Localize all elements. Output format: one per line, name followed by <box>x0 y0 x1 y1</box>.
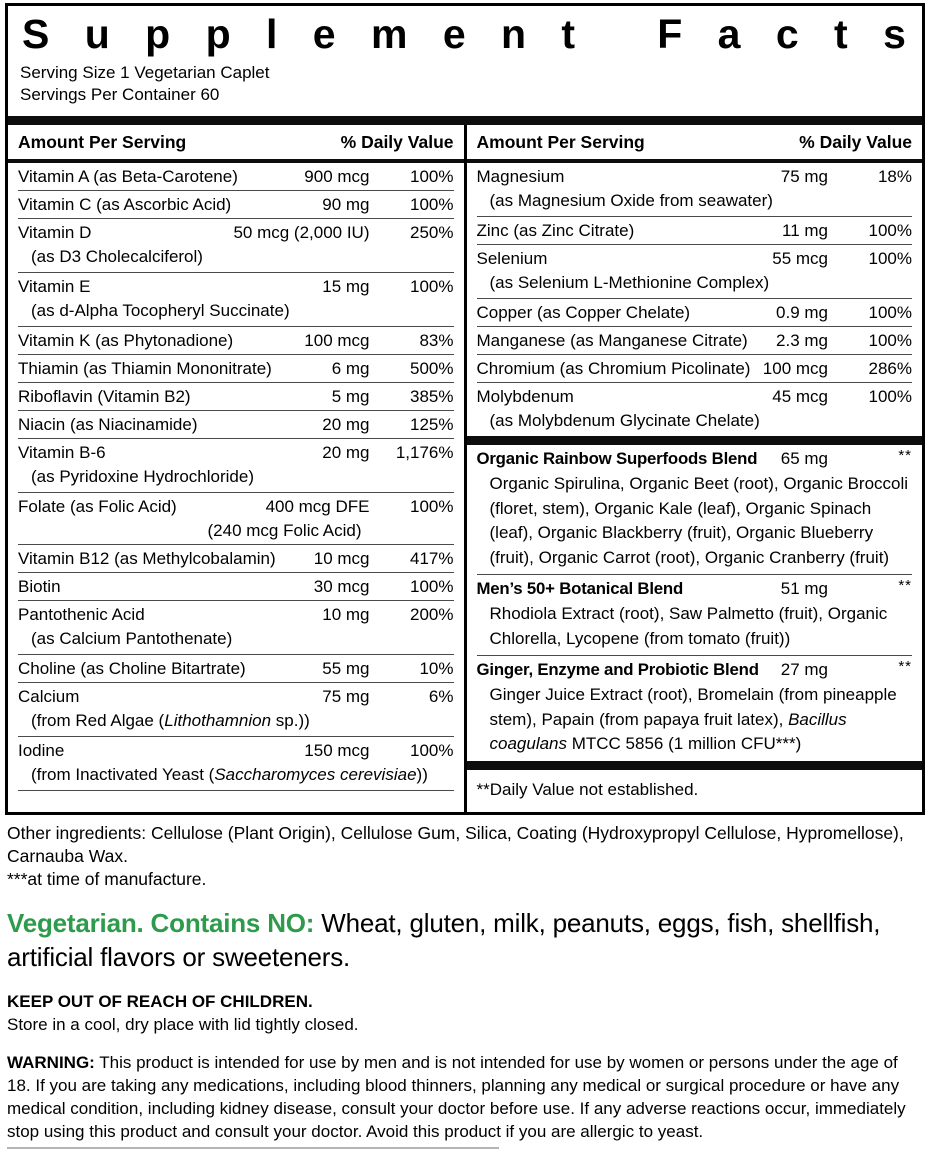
left-column-header <box>18 125 454 159</box>
nutrient-daily-value: 385% <box>410 387 454 407</box>
nutrient-name: Vitamin B-6 <box>18 443 106 463</box>
blend-name: Organic Rainbow Superfoods Blend <box>476 449 758 469</box>
nutrient-row <box>18 218 454 272</box>
nutrient-row <box>18 272 454 326</box>
warning-statement <box>7 1051 923 1143</box>
nutrient-row <box>477 216 913 244</box>
nutrient-name: Copper (as Copper Chelate) <box>476 303 691 323</box>
blend-amount: 65 mg <box>780 449 828 469</box>
nutrient-source: (from Inactivated Yeast (Saccharomyces cerevisiae)) <box>31 765 428 785</box>
amount-per-serving-header: Amount Per Serving <box>18 132 187 153</box>
blend-name: Ginger, Enzyme and Probiotic Blend <box>476 660 759 680</box>
nutrient-daily-value: 286% <box>868 359 912 379</box>
nutrient-daily-value: 100% <box>410 277 454 297</box>
nutrient-row <box>477 244 913 298</box>
nutrient-amount: 900 mcg <box>304 167 370 187</box>
nutrient-row <box>18 572 454 600</box>
nutrient-daily-value: 10% <box>419 659 454 679</box>
nutrient-name: Magnesium <box>476 167 565 187</box>
blend-row <box>477 445 913 574</box>
right-column-header <box>477 125 913 159</box>
nutrient-row <box>18 190 454 218</box>
nutrient-daily-value: 100% <box>868 331 912 351</box>
nutrient-row <box>477 354 913 382</box>
daily-value-header: % Daily Value <box>340 132 454 153</box>
nutrient-row <box>18 682 454 736</box>
nutrient-daily-value: 100% <box>868 387 912 407</box>
blend-dv-asterisks: ** <box>898 447 912 465</box>
nutrient-daily-value: 100% <box>868 249 912 269</box>
nutrient-source: (as Selenium L-Methionine Complex) <box>489 273 770 293</box>
nutrient-name: Vitamin D <box>18 223 92 243</box>
blend-name: Men’s 50+ Botanical Blend <box>476 579 684 599</box>
nutrient-daily-value: 100% <box>868 303 912 323</box>
serving-size: Serving Size 1 Vegetarian Caplet <box>20 63 270 83</box>
nutrient-daily-value: 250% <box>410 223 454 243</box>
nutrient-daily-value: 6% <box>428 687 454 707</box>
daily-value-header: % Daily Value <box>799 132 912 153</box>
nutrient-source: (from Red Algae (Lithothamnion sp.)) <box>31 711 310 731</box>
nutrient-daily-value: 100% <box>410 497 454 517</box>
nutrient-amount: 100 mcg <box>762 359 828 379</box>
nutrient-row <box>18 492 454 544</box>
nutrient-amount: 15 mg <box>322 277 370 297</box>
nutrient-amount: 90 mg <box>322 195 370 215</box>
daily-value-footnote: **Daily Value not established. <box>476 779 699 799</box>
nutrient-daily-value: 100% <box>410 577 454 597</box>
right-column <box>467 125 923 812</box>
nutrient-name: Folate (as Folic Acid) <box>18 497 177 517</box>
nutrient-columns <box>8 125 922 812</box>
nutrient-row <box>18 410 454 438</box>
nutrient-source: (as Calcium Pantothenate) <box>31 629 233 649</box>
nutrient-amount: 45 mcg <box>772 387 828 407</box>
nutrient-row <box>477 382 913 436</box>
nutrient-row <box>477 326 913 354</box>
nutrient-name: Vitamin B12 (as Methylcobalamin) <box>18 549 276 569</box>
nutrient-name: Calcium <box>18 687 80 707</box>
nutrient-amount: 55 mcg <box>772 249 828 269</box>
vegetarian-text: Wheat, gluten, milk, peanuts, eggs, fish, shellfish, artificial flavors or sweeteners. <box>7 907 881 972</box>
nutrient-row <box>18 326 454 354</box>
nutrient-amount: 150 mcg <box>304 741 370 761</box>
nutrient-daily-value: 500% <box>410 359 454 379</box>
header-divider-bar <box>8 116 922 125</box>
below-box-text <box>5 822 925 1149</box>
nutrient-daily-value: 100% <box>410 741 454 761</box>
blend-amount: 51 mg <box>780 579 828 599</box>
nutrient-name: Zinc (as Zinc Citrate) <box>476 221 635 241</box>
nutrient-name: Chromium (as Chromium Picolinate) <box>476 359 751 379</box>
nutrient-amount: 5 mg <box>331 387 370 407</box>
nutrient-daily-value: 417% <box>410 549 454 569</box>
nutrient-name: Riboflavin (Vitamin B2) <box>18 387 191 407</box>
cropped-text-edge <box>7 1147 499 1149</box>
nutrient-daily-value: 1,176% <box>395 443 454 463</box>
nutrient-amount: 10 mg <box>322 605 370 625</box>
blend-ingredients: Ginger Juice Extract (root), Bromelain (from pineapple stem), Papain (from papaya fruit latex), Bacillus coagulans MTCC 5856 (1 million CFU***) <box>489 685 897 754</box>
nutrient-name: Vitamin K (as Phytonadione) <box>18 331 234 351</box>
blend-ingredients: Organic Spirulina, Organic Beet (root), Organic Broccoli (floret, stem), Organic Kale (leaf), Organic Spinach (leaf), Organic Blackberry (fruit), Organic Blueberry (fruit), Organic Carrot (root), Organic Cranberry (fruit) <box>489 474 909 567</box>
nutrient-amount: 400 mcg DFE <box>265 497 370 517</box>
nutrient-row <box>477 298 913 326</box>
amount-per-serving-header: Amount Per Serving <box>476 132 645 153</box>
nutrient-amount: 10 mcg <box>313 549 370 569</box>
nutrient-amount: 75 mg <box>780 167 828 187</box>
nutrient-name: Vitamin E <box>18 277 91 297</box>
nutrient-amount: 2.3 mg <box>776 331 828 351</box>
keep-out-of-reach: KEEP OUT OF REACH OF CHILDREN. <box>7 991 313 1011</box>
nutrient-row <box>18 354 454 382</box>
storage-instructions: Store in a cool, dry place with lid tightly closed. <box>7 1014 359 1034</box>
left-column <box>8 125 464 812</box>
supplement-facts-title: S u p p l e m e n t F a c t s <box>22 11 906 57</box>
nutrient-daily-value: 200% <box>410 605 454 625</box>
blend-row <box>477 655 913 761</box>
warning-lead: WARNING: <box>7 1052 95 1072</box>
nutrient-row <box>18 163 454 190</box>
nutrient-row <box>18 382 454 410</box>
blend-dv-asterisks: ** <box>898 658 912 676</box>
warning-text: This product is intended for use by men and is not intended for use by women or persons under the age of 18. If you are taking any medications, including blood thinners, planning any medical or surgical procedure or have any medical condition, including kidney disease, consult your doctor before use. If any adverse reactions occur, immediately stop using this product and consult your doctor. Avoid this product if you are allergic to yeast. <box>7 1052 906 1141</box>
servings-per-container: Servings Per Container 60 <box>20 85 220 105</box>
blends-bottom-bar <box>467 761 923 770</box>
nutrient-amount-secondary: (240 mcg Folic Acid) <box>207 521 362 541</box>
supplement-facts-box <box>5 3 925 815</box>
nutrient-name: Molybdenum <box>476 387 574 407</box>
nutrient-source: (as Molybdenum Glycinate Chelate) <box>489 411 760 431</box>
proprietary-blends <box>477 445 913 761</box>
nutrient-name: Pantothenic Acid <box>18 605 145 625</box>
nutrient-row <box>18 654 454 682</box>
nutrient-name: Thiamin (as Thiamin Mononitrate) <box>18 359 272 379</box>
nutrient-row <box>18 736 454 791</box>
nutrient-daily-value: 125% <box>410 415 454 435</box>
nutrient-daily-value: 100% <box>410 195 454 215</box>
nutrient-source: (as d-Alpha Tocopheryl Succinate) <box>31 301 290 321</box>
nutrient-name: Choline (as Choline Bitartrate) <box>18 659 246 679</box>
nutrient-amount: 55 mg <box>322 659 370 679</box>
nutrient-name: Biotin <box>18 577 61 597</box>
nutrient-amount: 100 mcg <box>304 331 370 351</box>
nutrient-row <box>477 163 913 216</box>
nutrient-name: Niacin (as Niacinamide) <box>18 415 198 435</box>
nutrient-amount: 75 mg <box>322 687 370 707</box>
nutrient-source: (as D3 Cholecalciferol) <box>31 247 203 267</box>
blend-amount: 27 mg <box>780 660 828 680</box>
nutrient-amount: 20 mg <box>322 443 370 463</box>
nutrient-daily-value: 18% <box>877 167 912 187</box>
nutrient-amount: 0.9 mg <box>776 303 828 323</box>
blend-row <box>477 574 913 655</box>
nutrient-name: Iodine <box>18 741 65 761</box>
vegetarian-lead: Vegetarian. Contains NO: <box>7 907 315 938</box>
other-ingredients: Other ingredients: Cellulose (Plant Origin), Cellulose Gum, Silica, Coating (Hydroxypropyl Cellulose, Hypromellose), Carnauba Wax. ***at time of manufacture. <box>7 822 904 889</box>
vegetarian-statement <box>7 906 923 974</box>
nutrient-name: Vitamin C (as Ascorbic Acid) <box>18 195 232 215</box>
nutrient-daily-value: 100% <box>868 221 912 241</box>
nutrient-amount: 30 mcg <box>313 577 370 597</box>
nutrient-row <box>18 438 454 492</box>
nutrient-name: Selenium <box>476 249 548 269</box>
nutrient-daily-value: 100% <box>410 167 454 187</box>
nutrient-daily-value: 83% <box>419 331 454 351</box>
nutrient-amount: 6 mg <box>331 359 370 379</box>
nutrient-row <box>18 544 454 572</box>
nutrient-amount: 11 mg <box>782 221 828 241</box>
nutrient-name: Manganese (as Manganese Citrate) <box>476 331 748 351</box>
nutrient-source: (as Pyridoxine Hydrochloride) <box>31 467 254 487</box>
blend-dv-asterisks: ** <box>898 577 912 595</box>
nutrient-amount: 50 mcg (2,000 IU) <box>233 223 370 243</box>
manufacture-note: ***at time of manufacture. <box>7 868 207 889</box>
nutrient-source: (as Magnesium Oxide from seawater) <box>489 191 773 211</box>
nutrient-name: Vitamin A (as Beta-Carotene) <box>18 167 238 187</box>
blend-ingredients: Rhodiola Extract (root), Saw Palmetto (fruit), Organic Chlorella, Lycopene (from tomato (fruit)) <box>489 604 888 648</box>
left-nutrient-rows <box>18 163 454 791</box>
nutrient-amount: 20 mg <box>322 415 370 435</box>
right-nutrient-rows <box>477 163 913 436</box>
serving-info <box>8 60 922 112</box>
nutrient-row <box>18 600 454 654</box>
